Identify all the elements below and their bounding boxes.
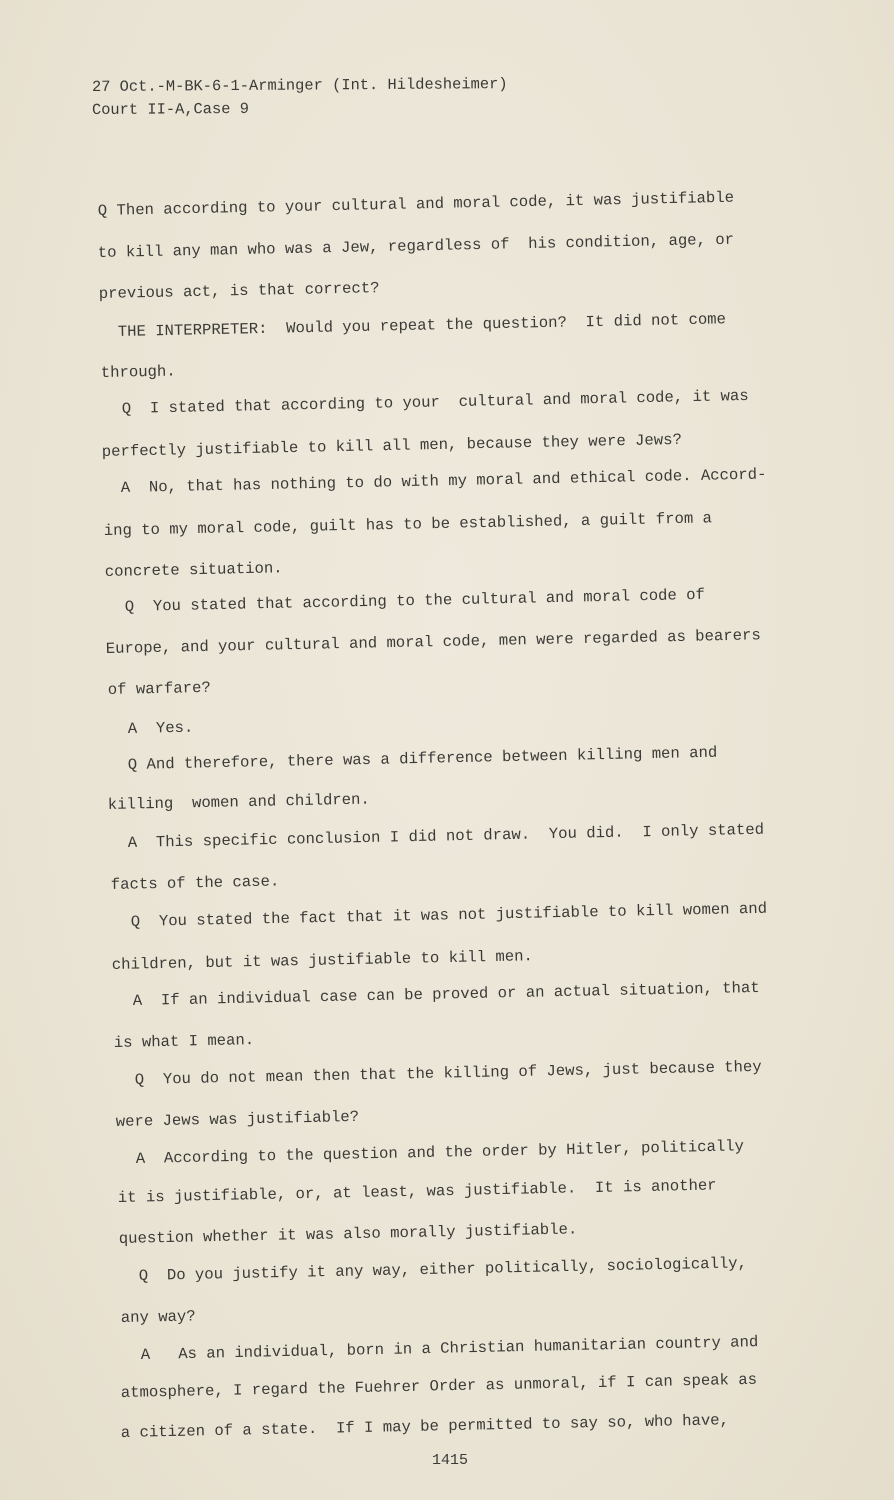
transcript-line: children, but it was justifiable to kill men. xyxy=(111,947,534,974)
transcript-line: facts of the case. xyxy=(110,872,280,894)
transcript-line: perfectly justifiable to kill all men, because they were Jews? xyxy=(101,430,683,461)
transcript-line: question whether it was also morally justifiable. xyxy=(118,1220,578,1248)
page-number: 1415 xyxy=(432,1452,469,1469)
transcript-line: A This specific conclusion I did not draw. You did. I only stated xyxy=(127,820,765,852)
transcript-line: were Jews was justifiable? xyxy=(115,1107,360,1131)
transcript-line: A If an individual case can be proved or an actual situation, that xyxy=(132,978,760,1010)
transcript-line: Q Then according to your cultural and moral code, it was justifiable xyxy=(97,188,735,220)
transcript-line: through. xyxy=(100,362,176,382)
transcript-line: ing to my moral code, guilt has to be established, a guilt from a xyxy=(103,509,713,540)
transcript-line: Q I stated that according to your cultural and moral code, it was xyxy=(121,386,749,418)
transcript-line: of warfare? xyxy=(107,678,211,699)
transcript-line: A Yes. xyxy=(127,718,194,738)
transcript-line: to kill any man who was a Jew, regardless of his condition, age, or xyxy=(97,230,735,262)
transcript-line: Q You do not mean then that the killing of Jews, just because they xyxy=(134,1057,762,1089)
transcript-line: any way? xyxy=(120,1307,196,1327)
header-line-1: 27 Oct.-M-BK-6-1-Arminger (Int. Hildesheimer) xyxy=(91,75,508,96)
transcript-line: THE INTERPRETER: Would you repeat the question? It did not come xyxy=(117,310,727,341)
transcript-line: concrete situation. xyxy=(104,559,283,581)
transcript-line: Q You stated that according to the cultural and moral code of xyxy=(124,585,706,616)
transcript-line: atmosphere, I regard the Fuehrer Order as unmoral, if I can speak as xyxy=(120,1370,758,1402)
transcript-line: A No, that has nothing to do with my moral and ethical code. Accord- xyxy=(120,465,767,497)
transcript-line: is what I mean. xyxy=(113,1031,255,1052)
transcript-line: Q And therefore, there was a difference between killing men and xyxy=(127,743,718,774)
transcript-line: it is justifiable, or, at least, was justifiable. It is another xyxy=(117,1176,717,1207)
transcript-line: a citizen of a state. If I may be permitted to say so, who have, xyxy=(120,1411,730,1442)
transcript-line: Q You stated the fact that it was not justifiable to kill women and xyxy=(130,899,768,931)
transcript-line: A As an individual, born in a Christian humanitarian country and xyxy=(140,1333,759,1364)
transcript-line: Q Do you justify it any way, either politically, sociologically, xyxy=(138,1254,748,1285)
transcript-line: previous act, is that correct? xyxy=(98,279,380,303)
transcript-line: A According to the question and the order by Hitler, politically xyxy=(135,1137,745,1168)
header-line-2: Court II-A,Case 9 xyxy=(91,99,250,119)
transcript-line: Europe, and your cultural and moral code, men were regarded as bearers xyxy=(105,626,761,658)
transcript-line: killing women and children. xyxy=(107,790,370,814)
